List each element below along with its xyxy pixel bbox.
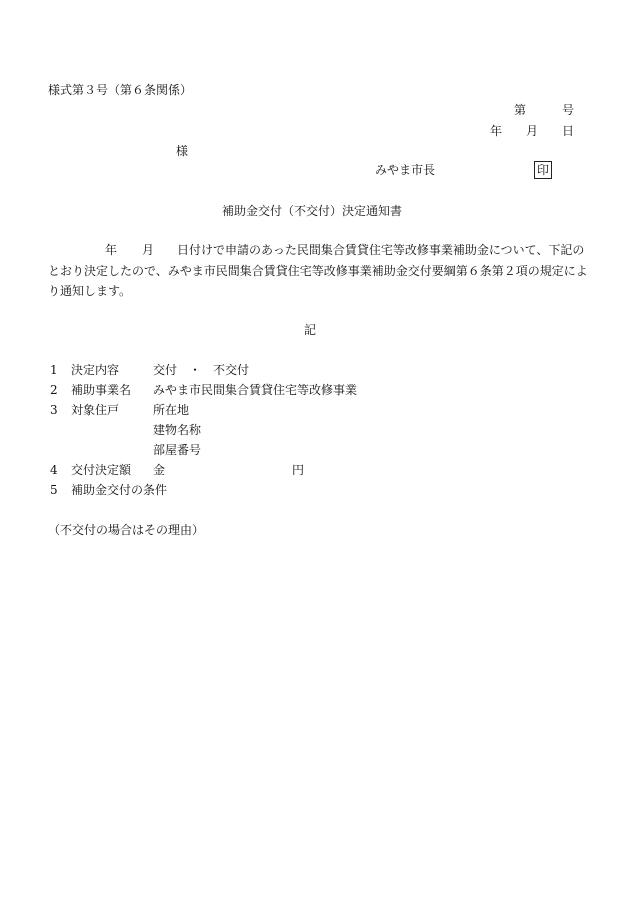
body-line-2: とおり決定したので、みやま市民間集合賃貸住宅等改修事業補助金交付要綱第６条第２項の規定によ xyxy=(48,264,588,278)
item-number: 5 xyxy=(50,483,58,497)
date-month: 月 xyxy=(526,124,539,138)
date-day: 日 xyxy=(562,124,575,138)
doc-number-suffix: 号 xyxy=(562,103,575,117)
item-number: 1 xyxy=(50,363,58,377)
body-date-year: 年 xyxy=(105,243,118,257)
form-number: 様式第３号（第６条関係） xyxy=(48,83,193,97)
document-title: 補助金交付（不交付）決定通知書 xyxy=(222,204,403,218)
item-label-amount: 交付決定額 xyxy=(71,463,132,477)
item-number: 4 xyxy=(50,463,58,477)
item-label-project: 補助事業名 xyxy=(71,383,132,397)
body-line-3: り通知します。 xyxy=(48,284,132,298)
item-label-conditions: 補助金交付の条件 xyxy=(71,483,168,497)
item-value-building-name: 建物名称 xyxy=(153,423,202,437)
ki-heading: 記 xyxy=(304,323,317,337)
seal-stamp: 印 xyxy=(534,161,552,179)
doc-number-prefix: 第 xyxy=(514,103,527,117)
item-value-project: みやま市民間集合賃貸住宅等改修事業 xyxy=(153,383,358,397)
sender-title: みやま市長 xyxy=(375,163,436,177)
reason-note: （不交付の場合はその理由） xyxy=(48,523,205,537)
item-number: 3 xyxy=(50,403,58,417)
date-year: 年 xyxy=(490,124,503,138)
addressee-honorific: 様 xyxy=(176,144,189,158)
item-value-amount-unit: 円 xyxy=(292,463,305,477)
body-date-month: 月 xyxy=(142,243,155,257)
item-label-unit: 対象住戸 xyxy=(71,403,120,417)
item-number: 2 xyxy=(50,383,58,397)
item-label-decision: 決定内容 xyxy=(71,363,120,377)
item-value-location: 所在地 xyxy=(153,403,190,417)
item-value-room-number: 部屋番号 xyxy=(153,443,202,457)
body-line-1: 日付けで申請のあった民間集合賃貸住宅等改修事業補助金について、下記の xyxy=(177,243,585,257)
item-value-amount-prefix: 金 xyxy=(153,463,166,477)
item-value-decision: 交付 ・ 不交付 xyxy=(153,363,250,377)
